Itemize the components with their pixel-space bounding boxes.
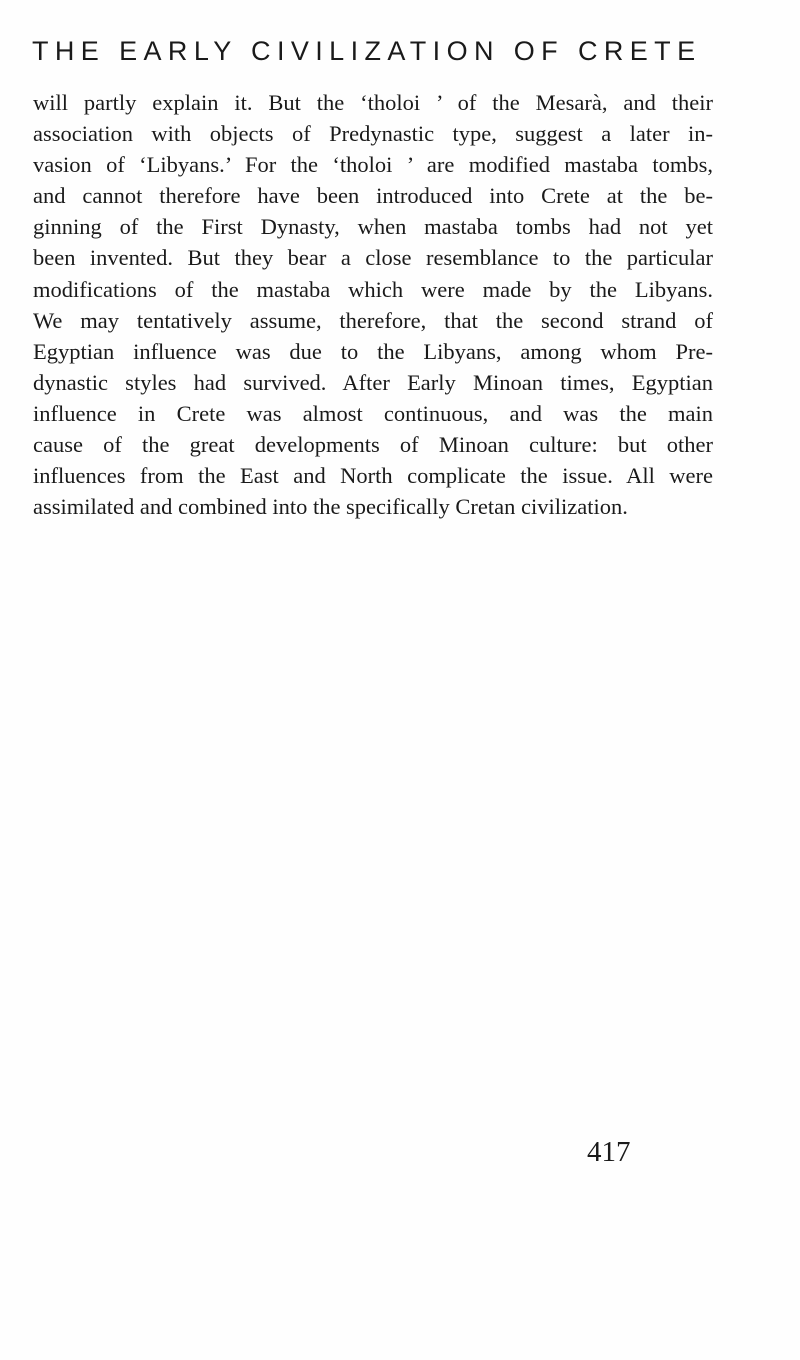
text-line-9: Egyptian influence was due to the Libyans, among whom Pre- bbox=[33, 338, 713, 364]
text-line-5: ginning of the First Dynasty, when mastaba tombs had not yet bbox=[33, 214, 713, 240]
text-line-4: and cannot therefore have been introduced into Crete at the be- bbox=[33, 183, 713, 209]
text-line-11: influence in Crete was almost continuous, and was the main bbox=[33, 400, 713, 426]
running-head: THE EARLY CIVILIZATION OF CRETE bbox=[32, 36, 702, 66]
text-line-1: will partly explain it. But the ‘tholoi ’ of the Mesarà, and their bbox=[33, 90, 713, 115]
text-line-12: cause of the great developments of Minoan culture: but other bbox=[33, 432, 713, 458]
text-line-3: vasion of ‘Libyans.’ For the ‘tholoi ’ are modified mastaba tombs, bbox=[33, 152, 713, 178]
text-line-6: been invented. But they bear a close resemblance to the particular bbox=[33, 245, 713, 271]
text-line-7: modifications of the mastaba which were made by the Libyans. bbox=[33, 276, 713, 302]
body-paragraph bbox=[33, 87, 713, 522]
text-line-14: assimilated and combined into the specifically Cretan civilization. bbox=[33, 494, 628, 520]
text-line-13: influences from the East and North complicate the issue. All were bbox=[33, 463, 713, 489]
text-line-8: We may tentatively assume, therefore, that the second strand of bbox=[33, 307, 713, 333]
page-number: 417 bbox=[587, 1136, 631, 1168]
text-line-2: association with objects of Predynastic type, suggest a later in- bbox=[33, 121, 713, 147]
text-line-10: dynastic styles had survived. After Early Minoan times, Egyptian bbox=[33, 369, 713, 395]
